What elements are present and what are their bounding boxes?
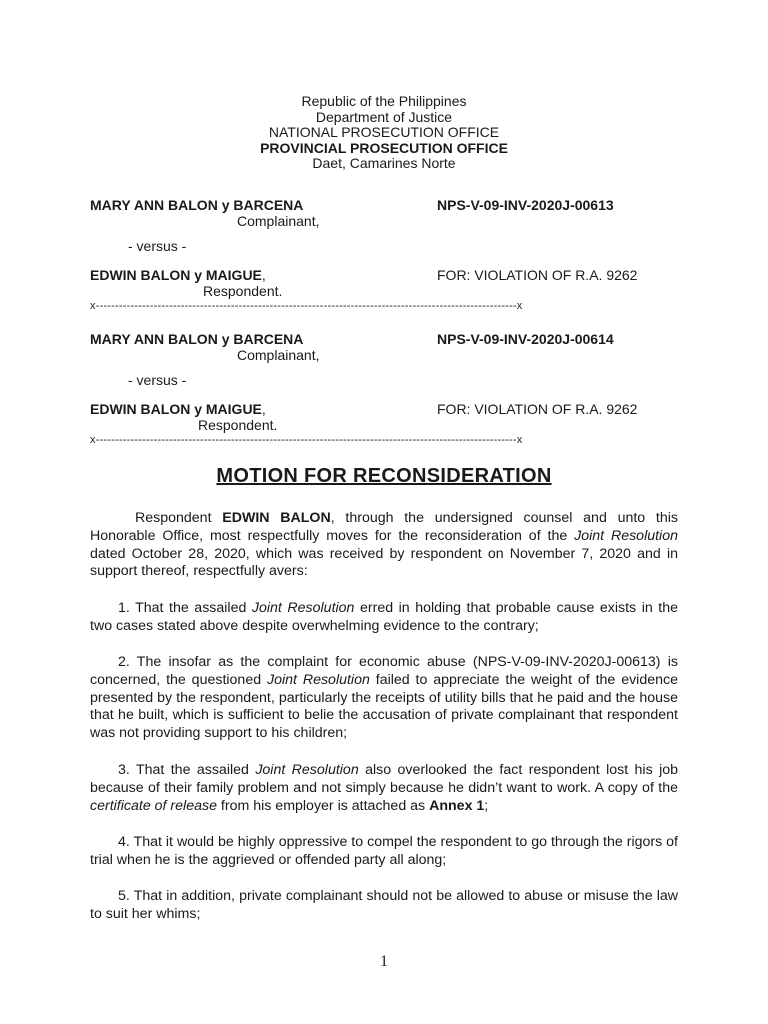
header-provincial-office: PROVINCIAL PROSECUTION OFFICE (260, 139, 508, 156)
paragraph-3: 3. That the assailed Joint Resolution also overlooked the fact respondent lost his job because of their family problem and not simply because he didn’t want to work. A copy of the certificate of release from his employer is attached as Annex 1; (90, 762, 679, 814)
paragraph-2: 2. The insofar as the complaint for economic abuse (NPS-V-09-INV-2020J-00613) is concerned, the questioned Joint Resolution failed to appreciate the weight of the evidence presented by the respondent, particularly the receipts of utility bills that he paid and the house that he built, which is sufficient to belie the accusation of private complainant that respondent was not providing support to his children; (90, 654, 678, 742)
case2-versus: - versus - (128, 372, 187, 388)
case2-respondent-name: EDWIN BALON y MAIGUE (90, 401, 262, 417)
case2-respondent: EDWIN BALON y MAIGUE, (90, 401, 266, 417)
case1-versus: - versus - (128, 238, 187, 254)
page-number: 1 (380, 953, 388, 970)
joint-resolution-ref: Joint Resolution (574, 527, 678, 544)
respondent-name-bold: EDWIN BALON (222, 510, 331, 526)
case2-case-number: NPS-V-09-INV-2020J-00614 (437, 331, 614, 347)
case2-violation: FOR: VIOLATION OF R.A. 9262 (437, 401, 638, 417)
case1-respondent-name: EDWIN BALON y MAIGUE (90, 267, 262, 283)
document-header (0, 94, 768, 172)
paragraph-4: 4. That it would be highly oppressive to compel the respondent to go through the rigors of trial when he is the aggrieved or offended party all along; (90, 834, 678, 868)
annex-reference: Annex 1 (429, 797, 485, 814)
case1-complainant-name: MARY ANN BALON y BARCENA (90, 197, 304, 213)
case1-respondent-role: Respondent. (203, 283, 283, 299)
header-national-office: NATIONAL PROSECUTION OFFICE (268, 124, 500, 141)
paragraph-1: 1. That the assailed Joint Resolution erred in holding that probable cause exists in the two cases stated above despite overwhelming evidence to the contrary; (90, 600, 678, 634)
case2-separator: x-------------------------------------------------------------------------------------------------------------x (90, 434, 523, 446)
case1-separator: x-------------------------------------------------------------------------------------------------------------x (90, 300, 523, 312)
header-department: Department of Justice (315, 108, 453, 125)
document-title: MOTION FOR RECONSIDERATION (216, 465, 552, 487)
case1-case-number: NPS-V-09-INV-2020J-00613 (437, 197, 614, 213)
case2-complainant-role: Complainant, (237, 347, 320, 363)
paragraph-5: 5. That in addition, private complainant should not be allowed to abuse or misuse the law to suit her whims; (90, 888, 678, 922)
case2-complainant-name: MARY ANN BALON y BARCENA (90, 331, 304, 347)
case1-complainant-role: Complainant, (237, 213, 320, 229)
intro-paragraph: Respondent EDWIN BALON, through the undersigned counsel and unto this Honorable Office, most respectfully moves for the reconsideration of the Joint Resolution dated October 28, 2020, which was received by respondent on November 7, 2020 and in support thereof, respectfully avers: (90, 510, 678, 580)
case1-respondent: EDWIN BALON y MAIGUE, (90, 267, 266, 283)
header-location: Daet, Camarines Norte (312, 155, 456, 172)
case2-respondent-role: Respondent. (198, 417, 278, 433)
header-republic: Republic of the Philippines (301, 93, 467, 109)
case1-violation: FOR: VIOLATION OF R.A. 9262 (437, 267, 638, 283)
